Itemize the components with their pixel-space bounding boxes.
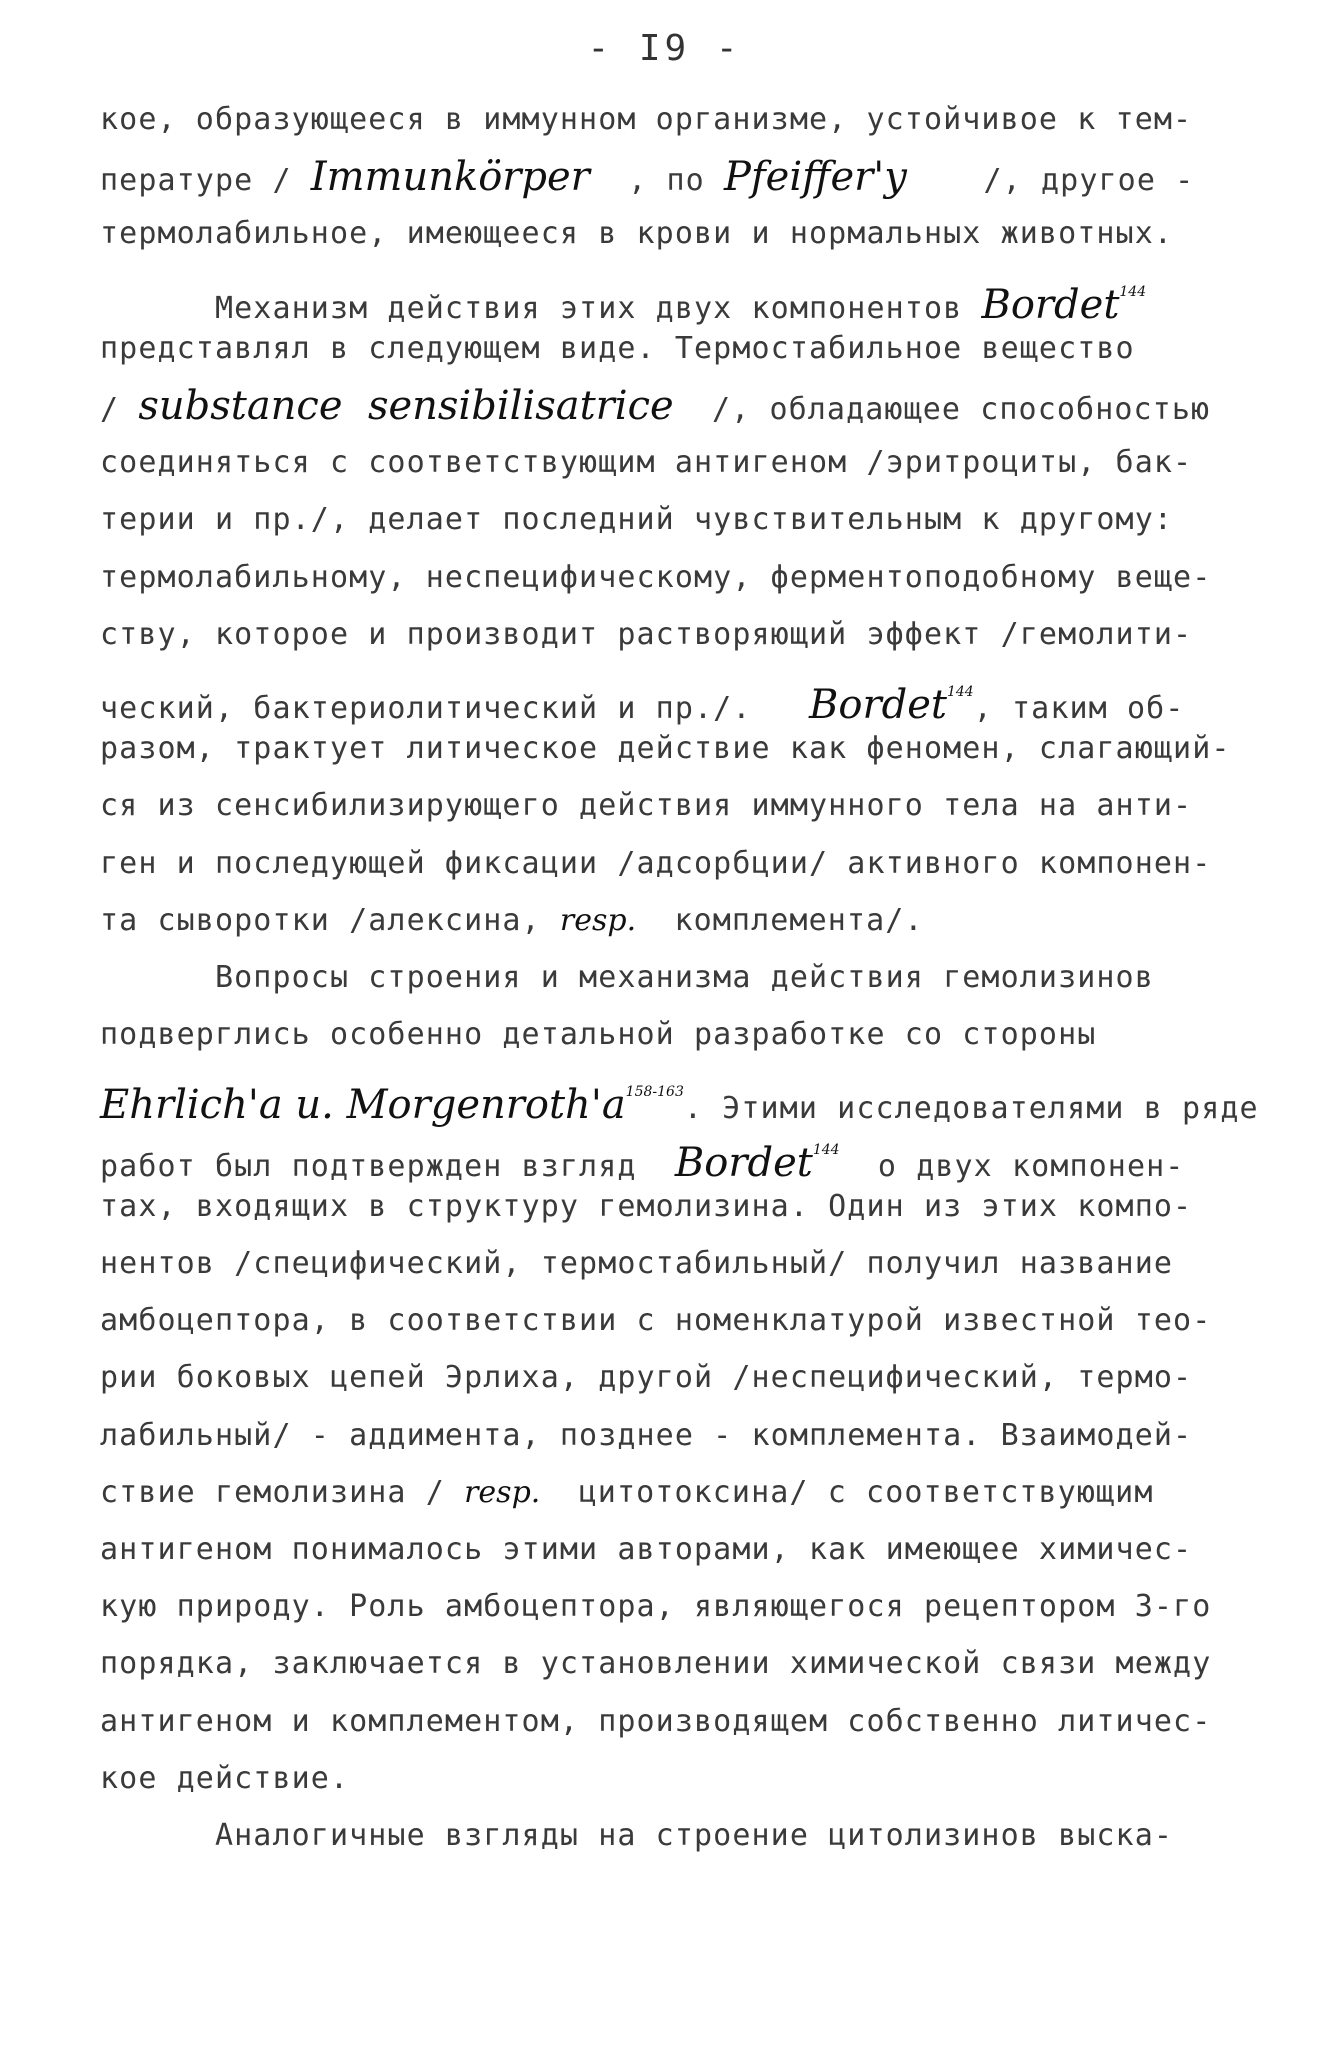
- typed-text: рии боковых цепей Эрлиха, другой /неспецифический, термо-: [100, 1360, 1193, 1396]
- reference-superscript: 144: [1119, 283, 1147, 300]
- text-line: [100, 1356, 1192, 1400]
- typed-text: ческий, бактериолитический и пр./.: [100, 691, 809, 726]
- typed-text: ся из сенсибилизирующего действия иммунного тела на анти-: [100, 788, 1193, 824]
- text-line: [100, 98, 1192, 142]
- typed-text: антигеном понималось этими авторами, как имеющее химичес-: [100, 1532, 1193, 1567]
- text-line: [100, 842, 1211, 886]
- typed-text: работ был подтвержден взгляд: [100, 1148, 675, 1184]
- text-line: [100, 1185, 1192, 1229]
- page-number: - I9 -: [587, 28, 742, 69]
- text-line: [100, 670, 1185, 728]
- handwritten-insertion: resp.: [464, 1474, 541, 1510]
- typed-text: тах, входящих в структуру гемолизина. Один из этих компо-: [100, 1188, 1193, 1224]
- reference-superscript: 144: [946, 684, 974, 700]
- text-line: [100, 1070, 1259, 1129]
- handwritten-insertion: Immunkörper: [310, 154, 590, 201]
- typed-text: соединяться с соответствующим антигеном /эритроциты, бак-: [100, 445, 1193, 481]
- text-line: [100, 899, 924, 943]
- text-line: [100, 441, 1192, 485]
- text-line: [100, 956, 1154, 1000]
- typed-text: ству, которое и производит растворяющий эффект /гемолити-: [100, 616, 1193, 652]
- typed-text: Вопросы строения и механизма действия гемолизинов: [100, 960, 1154, 995]
- text-line: [100, 384, 1210, 428]
- typed-text: кую природу. Роль амбоцептора, являющегося рецептором 3-го: [100, 1589, 1212, 1625]
- typed-text: порядка, заключается в установлении химической связи между: [100, 1646, 1212, 1682]
- text-line: [100, 1814, 1173, 1858]
- text-line: [100, 212, 1173, 256]
- text-line: [100, 1528, 1192, 1572]
- handwritten-insertion: Bordet: [808, 682, 947, 728]
- text-line: [100, 270, 1147, 328]
- typed-text: лабильный/ - аддимента, позднее - комплемента. Взаимодей-: [100, 1417, 1193, 1453]
- text-line: [100, 1471, 1153, 1515]
- typed-text: , таким об-: [973, 691, 1185, 726]
- handwritten-insertion: Pfeiffer'y: [723, 154, 907, 201]
- typed-text: Аналогичные взгляды на строение цитолизинов выска-: [100, 1818, 1174, 1853]
- text-line: [100, 327, 1135, 371]
- text-line: [100, 1642, 1211, 1686]
- typed-text: /, обладающее способностью: [673, 392, 1211, 427]
- text-line: [100, 1299, 1211, 1343]
- typed-text: кое действие.: [100, 1760, 350, 1796]
- typed-text: , по: [589, 163, 724, 199]
- handwritten-insertion: resp.: [559, 902, 637, 938]
- typed-text: антигеном и комплементом, производящем собственно литичес-: [100, 1703, 1212, 1739]
- text-line: [100, 556, 1211, 600]
- typed-text: цитотоксина/ с соответствующим: [540, 1474, 1154, 1510]
- text-line: [100, 1700, 1211, 1744]
- typed-text: /, другое -: [906, 163, 1195, 199]
- text-line: [100, 613, 1192, 657]
- typed-text: ствие гемолизина /: [100, 1474, 465, 1510]
- typed-text: амбоцептора, в соответствии с номенклатурой известной тео-: [100, 1303, 1212, 1339]
- typed-text: Механизм действия этих двух компонентов: [100, 290, 982, 326]
- handwritten-insertion: substance sensibilisatrice: [138, 383, 674, 429]
- typed-text: термолабильное, имеющееся в крови и нормальных животных.: [100, 216, 1174, 252]
- typed-text: представлял в следующем виде. Термостабильное вещество: [100, 330, 1135, 366]
- text-line: [100, 784, 1192, 828]
- reference-superscript: 158-163: [625, 1084, 684, 1101]
- text-line: [100, 1128, 1185, 1186]
- typed-text: . Этими исследователями в ряде: [683, 1091, 1259, 1127]
- reference-superscript: 144: [812, 1141, 840, 1158]
- typed-text: кое, образующееся в иммунном организме, устойчивое к тем-: [100, 102, 1193, 137]
- text-line: [100, 1414, 1192, 1458]
- text-line: [100, 727, 1231, 771]
- typed-text: ген и последующей фиксации /адсорбции/ активного компонен-: [100, 845, 1212, 881]
- text-line: [100, 1585, 1211, 1629]
- handwritten-insertion: Bordet: [674, 1139, 813, 1186]
- handwritten-insertion: Ehrlich'a u. Morgenroth'a: [100, 1082, 626, 1129]
- text-line: [100, 1013, 1096, 1057]
- typed-text: /: [100, 392, 139, 427]
- handwritten-insertion: Bordet: [981, 281, 1120, 328]
- typed-text: пературе /: [100, 163, 311, 199]
- text-line: [100, 1757, 349, 1801]
- typed-text: разом, трактует литическое действие как феномен, слагающий-: [100, 731, 1231, 767]
- typed-text: нентов /специфический, термостабильный/ получил название: [100, 1246, 1174, 1281]
- text-line: [100, 498, 1173, 542]
- text-line: [100, 1242, 1173, 1286]
- typed-text: подверглись особенно детальной разработке со стороны: [100, 1017, 1097, 1053]
- typed-text: термолабильному, неспецифическому, ферментоподобному веще-: [100, 559, 1212, 595]
- typed-text: о двух компонен-: [839, 1148, 1185, 1184]
- typed-text: терии и пр./, делает последний чувствительным к другому:: [100, 502, 1174, 538]
- typed-text: комплемента/.: [636, 902, 924, 938]
- typed-text: та сыворотки /алексина,: [100, 902, 560, 938]
- text-line: [100, 155, 1194, 199]
